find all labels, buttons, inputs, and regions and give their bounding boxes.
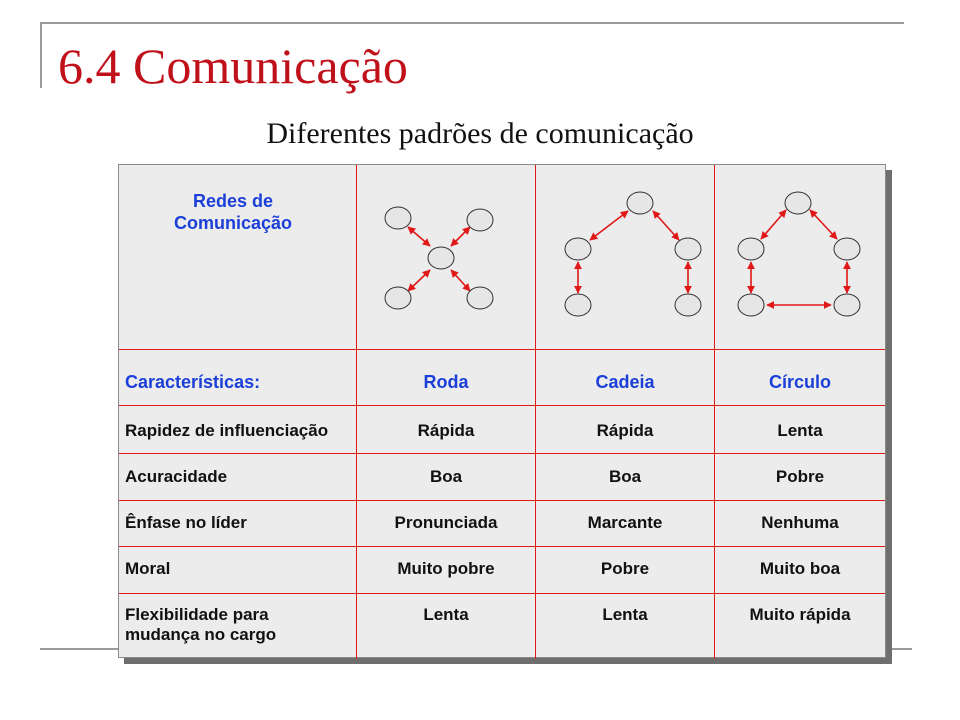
table-cell: Nenhuma [761, 513, 839, 532]
chain-arrow [590, 211, 628, 240]
table-cell: Pronunciada [394, 513, 498, 532]
row-label-line2: mudança no cargo [125, 625, 277, 644]
table-cell: Rápida [417, 421, 475, 440]
network-node [738, 294, 764, 316]
table-cell: Marcante [587, 513, 663, 532]
network-node [565, 294, 591, 316]
network-node [738, 238, 764, 260]
communication-table [118, 164, 886, 658]
row-label-acuracidade: Acuracidade [125, 467, 228, 486]
row-label-line1: Flexibilidade para [125, 605, 269, 624]
network-node [565, 238, 591, 260]
table-cell: Lenta [777, 421, 823, 440]
table-cell: Muito boa [759, 559, 841, 578]
table-cell: Pobre [775, 467, 825, 486]
network-node [627, 192, 653, 214]
column-header-circulo: Círculo [768, 372, 831, 392]
table-cell: Muito rápida [749, 605, 851, 624]
circle-arrow [761, 210, 786, 239]
chain-network-diagram [536, 165, 714, 349]
network-node [834, 238, 860, 260]
table-cell: Rápida [596, 421, 654, 440]
row-label-enfase: Ênfase no líder [125, 513, 247, 532]
network-node [385, 207, 411, 229]
networks-label-line2: Comunicação [173, 213, 293, 233]
row-divider [119, 405, 885, 406]
row-divider [119, 546, 885, 547]
network-node [675, 238, 701, 260]
row-label-rapidez: Rapidez de influenciação [125, 421, 329, 440]
network-node [467, 287, 493, 309]
row-divider [119, 593, 885, 594]
networks-label-line1: Redes de [192, 191, 274, 211]
wheel-arrow [451, 270, 470, 291]
network-node [428, 247, 454, 269]
row-label-moral: Moral [125, 559, 171, 578]
table-cell: Muito pobre [397, 559, 495, 578]
wheel-arrow [408, 270, 430, 291]
column-header-cadeia: Cadeia [595, 372, 655, 392]
row-divider [119, 500, 885, 501]
slide-frame-top-line [40, 22, 904, 24]
table-cell: Pobre [600, 559, 650, 578]
row-divider [119, 453, 885, 454]
slide-subtitle: Diferentes padrões de comunicação [266, 117, 694, 150]
networks-label [133, 190, 333, 234]
row-divider [119, 349, 885, 350]
characteristics-header: Características: [125, 372, 261, 392]
chain-arrow [653, 211, 679, 240]
slide-frame-left-line [40, 22, 42, 88]
table-cell: Lenta [602, 605, 648, 624]
wheel-network-diagram [357, 165, 535, 349]
slide-title: 6.4 Comunicação [58, 38, 408, 94]
wheel-arrow [408, 227, 430, 246]
network-node [467, 209, 493, 231]
network-node [385, 287, 411, 309]
table-cell: Lenta [423, 605, 469, 624]
row-label-flexibilidade [125, 605, 276, 645]
table-cell: Boa [608, 467, 642, 486]
wheel-arrow [451, 227, 470, 246]
table-cell: Boa [429, 467, 463, 486]
network-node [834, 294, 860, 316]
network-node [675, 294, 701, 316]
network-node [785, 192, 811, 214]
circle-arrow [810, 210, 837, 239]
column-header-roda: Roda [423, 372, 469, 392]
circle-network-diagram [715, 165, 893, 349]
